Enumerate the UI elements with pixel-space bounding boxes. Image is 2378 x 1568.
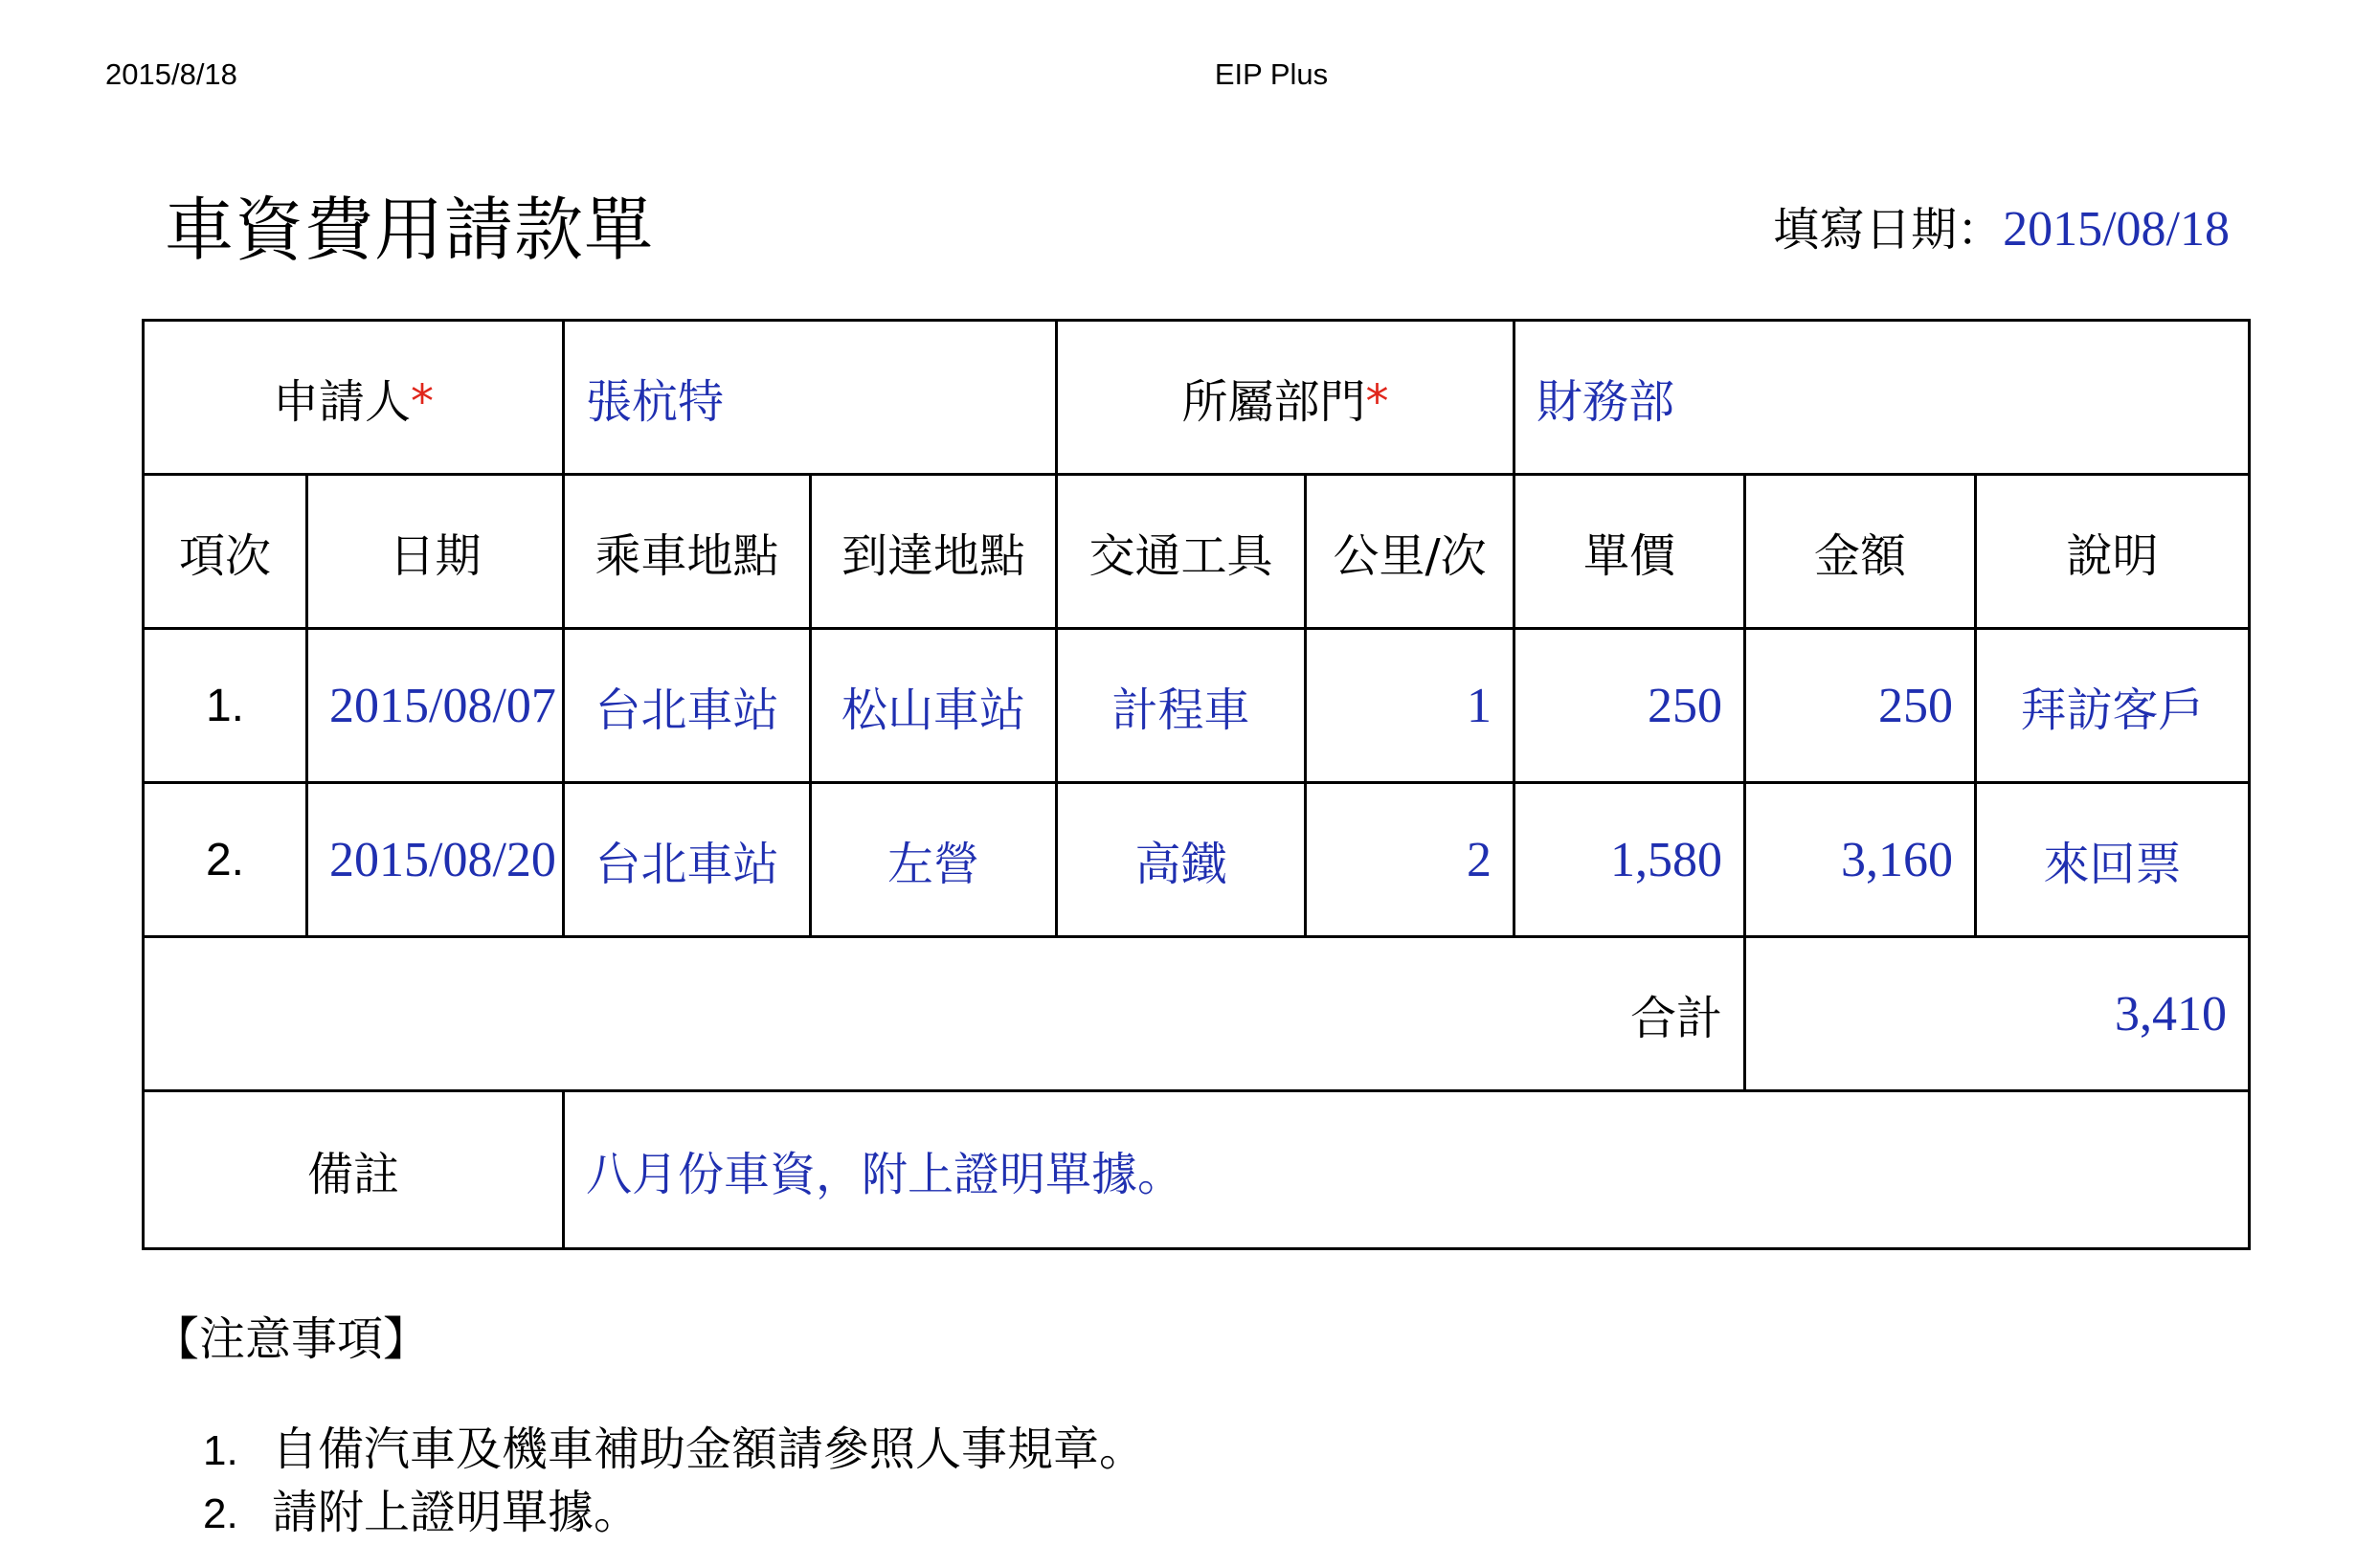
notes-title: 【注意事項】	[153, 1312, 430, 1366]
row-note[interactable]: 來回票	[1976, 783, 2250, 937]
row-km[interactable]: 2	[1306, 783, 1514, 937]
total-label: 合計	[144, 937, 1745, 1091]
list-item-index: 2.	[203, 1490, 238, 1537]
remark-row	[144, 1091, 2250, 1249]
department-value[interactable]: 財務部	[1514, 321, 2250, 475]
column-header: 乘車地點	[564, 475, 811, 629]
row-vehicle[interactable]: 計程車	[1057, 629, 1306, 783]
row-to[interactable]: 松山車站	[811, 629, 1057, 783]
expense-form-table	[142, 319, 2251, 1250]
fill-date	[1773, 203, 2230, 257]
column-header: 公里/次	[1306, 475, 1514, 629]
remark-value[interactable]: 八月份車資，附上證明單據。	[564, 1091, 2250, 1249]
row-unit-price[interactable]: 1,580	[1514, 783, 1745, 937]
list-item	[203, 1419, 1145, 1482]
row-amount: 3,160	[1745, 783, 1976, 937]
list-item-text: 請附上證明單據。	[272, 1486, 640, 1539]
column-header: 交通工具	[1057, 475, 1306, 629]
required-mark: *	[1365, 374, 1389, 429]
column-header: 項次	[144, 475, 307, 629]
row-to[interactable]: 左營	[811, 783, 1057, 937]
row-km[interactable]: 1	[1306, 629, 1514, 783]
notes-list	[203, 1419, 1145, 1545]
department-label-cell	[1057, 321, 1514, 475]
row-date[interactable]: 2015/08/07	[307, 629, 564, 783]
column-header-row	[144, 475, 2250, 629]
print-date: 2015/8/18	[105, 57, 237, 91]
row-amount: 250	[1745, 629, 1976, 783]
column-header: 說明	[1976, 475, 2250, 629]
total-row	[144, 937, 2250, 1091]
column-header: 到達地點	[811, 475, 1057, 629]
row-vehicle[interactable]: 高鐵	[1057, 783, 1306, 937]
fill-date-value: 2015/08/18	[2003, 202, 2230, 257]
applicant-value[interactable]: 張杭特	[564, 321, 1057, 475]
form-title: 車資費用請款單	[165, 190, 655, 270]
row-note[interactable]: 拜訪客戶	[1976, 629, 2250, 783]
row-from[interactable]: 台北車站	[564, 783, 811, 937]
row-from[interactable]: 台北車站	[564, 629, 811, 783]
list-item-index: 1.	[203, 1427, 238, 1474]
row-unit-price[interactable]: 250	[1514, 629, 1745, 783]
department-label: 所屬部門	[1181, 374, 1366, 429]
remark-label: 備註	[144, 1091, 564, 1249]
total-value: 3,410	[1745, 937, 2250, 1091]
column-header: 單價	[1514, 475, 1745, 629]
column-header: 日期	[307, 475, 564, 629]
row-index: 1.	[144, 629, 307, 783]
row-date[interactable]: 2015/08/20	[307, 783, 564, 937]
list-item-text: 自備汽車及機車補助金額請參照人事規章。	[272, 1422, 1146, 1476]
required-mark: *	[411, 374, 435, 429]
row-index: 2.	[144, 783, 307, 937]
app-name: EIP Plus	[1214, 57, 1329, 91]
applicant-label-cell	[144, 321, 564, 475]
list-item	[203, 1482, 1145, 1545]
applicant-row	[144, 321, 2250, 475]
table-row	[144, 783, 2250, 937]
table-row	[144, 629, 2250, 783]
fill-date-label: 填寫日期：	[1773, 203, 2004, 257]
applicant-label: 申請人	[273, 374, 412, 429]
column-header: 金額	[1745, 475, 1976, 629]
